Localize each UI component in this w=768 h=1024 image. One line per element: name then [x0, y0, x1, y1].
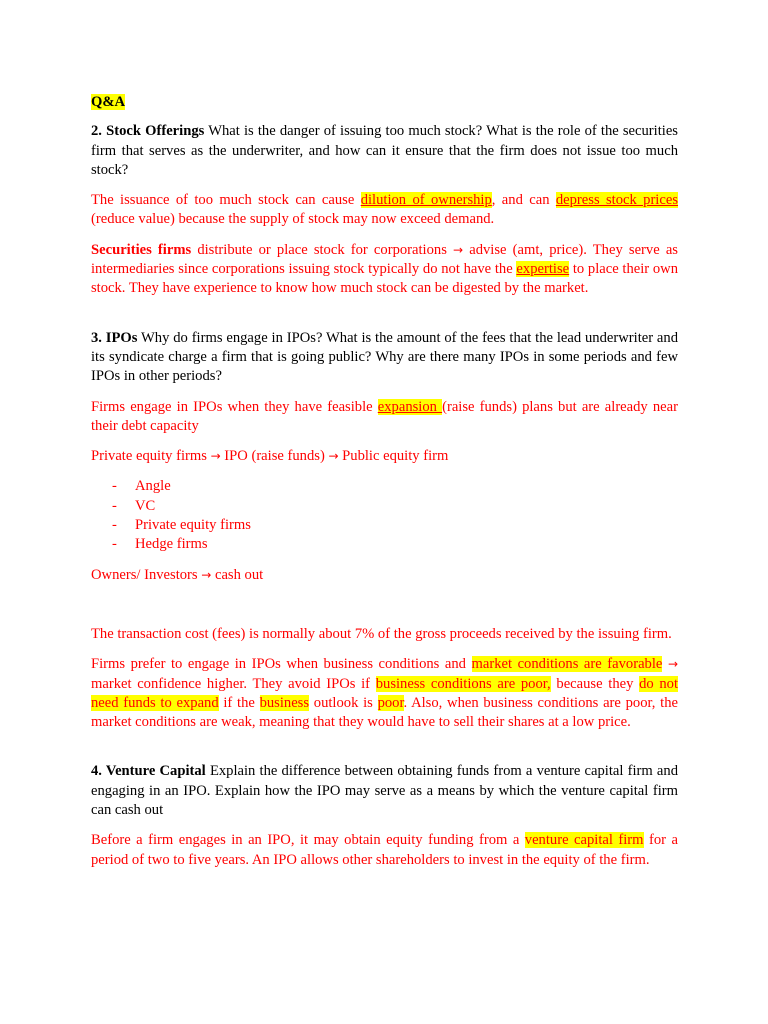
answer-text: (raise funds) plans but are already near their debt capacity	[91, 398, 678, 434]
list-item-text: Private equity firms	[135, 517, 251, 534]
answer-3-flow	[91, 447, 678, 466]
question-3	[91, 329, 678, 387]
list-item-text: Angle	[135, 478, 171, 495]
question-2-label: 2. Stock Offerings	[91, 123, 205, 140]
list-item-text: Hedge firms	[135, 536, 208, 553]
answer-text: advise (amt, price). They serve as intermediaries since corporations issuing stock typically do not have the	[91, 241, 678, 278]
question-2-text: What is the danger of issuing too much stock? What is the role of the securities firm that serves as the underwriter, and how can it ensure that the firm does not issue too much stock?	[91, 123, 678, 178]
arrow-right-icon: →	[453, 242, 464, 257]
arrow-right-icon: →	[210, 449, 221, 464]
answer-3-conditions	[91, 655, 678, 732]
highlight-expertise: expertise	[516, 261, 570, 278]
answer-text: outlook is	[309, 694, 378, 711]
arrow-right-icon: →	[667, 657, 678, 672]
highlight-depress-prices: depress stock prices	[555, 192, 678, 209]
list-item-text: VC	[135, 497, 156, 514]
securities-firms-label: Securities firms	[91, 241, 192, 258]
answer-text: because they	[550, 675, 640, 692]
highlight-market-favorable: market conditions are favorable	[471, 656, 663, 673]
question-3-label: 3. IPOs	[91, 329, 138, 346]
question-3-text: Why do firms engage in IPOs? What is the amount of the fees that the lead underwriter and its syndicate charge a firm that is going public? Why are there many IPOs in some periods and few IPOs in other periods?	[91, 329, 679, 385]
answer-text: Owners/ Investors	[91, 566, 202, 583]
highlight-venture-capital: venture capital firm	[524, 832, 644, 849]
answer-text: Before a firm engages in an IPO, it may obtain equity funding from a	[91, 832, 525, 849]
answer-text: Private equity firms	[91, 448, 211, 465]
answer-text: Public equity firm	[338, 448, 449, 465]
highlight-dilution: dilution of ownership	[360, 192, 492, 209]
answer-text: market confidence higher. They avoid IPOs if	[91, 675, 376, 692]
answer-3-owners	[91, 566, 678, 585]
answer-text: (reduce value) because the supply of stock may now exceed demand.	[91, 211, 495, 228]
answer-3-expansion	[91, 398, 678, 437]
answer-text: to place their own stock. They have experience to know how much stock can be digested by the market.	[91, 261, 678, 297]
arrow-right-icon: →	[328, 449, 339, 464]
question-4-label: 4. Venture Capital	[91, 763, 206, 780]
dash-bullet-icon: -	[112, 536, 117, 553]
answer-text: for a period of two to five years. An IPO allows other shareholders to invest in the equity of the firm.	[91, 832, 678, 868]
list-item	[91, 477, 678, 496]
list-item	[91, 516, 678, 535]
highlight-no-funds: do not need funds to expand	[91, 675, 679, 711]
heading-qa-text: Q&A	[91, 94, 126, 110]
answer-text: cash out	[211, 566, 264, 583]
answer-4-venture	[91, 831, 678, 870]
highlight-business-poor: business conditions are poor,	[375, 675, 551, 692]
answer-text: , and can	[491, 192, 556, 209]
highlight-expansion: expansion	[377, 398, 443, 415]
answer-text: distribute or place stock for corporations	[191, 241, 454, 258]
dash-bullet-icon: -	[112, 478, 117, 495]
investor-list	[91, 477, 678, 554]
dash-bullet-icon: -	[112, 497, 117, 514]
highlight-business: business	[259, 694, 310, 711]
answer-2-securities-firms	[91, 241, 678, 299]
list-item	[91, 535, 678, 554]
answer-text: if the	[218, 694, 260, 711]
highlight-poor: poor	[377, 694, 404, 711]
arrow-right-icon: →	[201, 567, 212, 582]
answer-text: The issuance of too much stock can cause	[91, 192, 361, 209]
answer-text: Firms engage in IPOs when they have feasible	[91, 398, 378, 415]
answer-text: . Also, when business conditions are poor, the market conditions are weak, meaning that they would have to sell their shares at a low price.	[91, 694, 678, 731]
list-item	[91, 497, 678, 516]
question-4-text: Explain the difference between obtaining funds from a venture capital firm and engaging in an IPO. Explain how the IPO may serve as a means by which the venture capital firm can cash out	[91, 763, 678, 819]
dash-bullet-icon: -	[112, 517, 117, 534]
answer-2-dilution	[91, 191, 678, 230]
heading-qa	[91, 93, 678, 112]
question-4	[91, 762, 678, 820]
question-2	[91, 122, 678, 180]
answer-text: IPO (raise funds)	[220, 448, 329, 465]
answer-3-fees: The transaction cost (fees) is normally about 7% of the gross proceeds received by the issuing firm.	[91, 625, 672, 642]
document-body	[91, 93, 678, 870]
answer-text: Firms prefer to engage in IPOs when business conditions and	[91, 656, 472, 673]
